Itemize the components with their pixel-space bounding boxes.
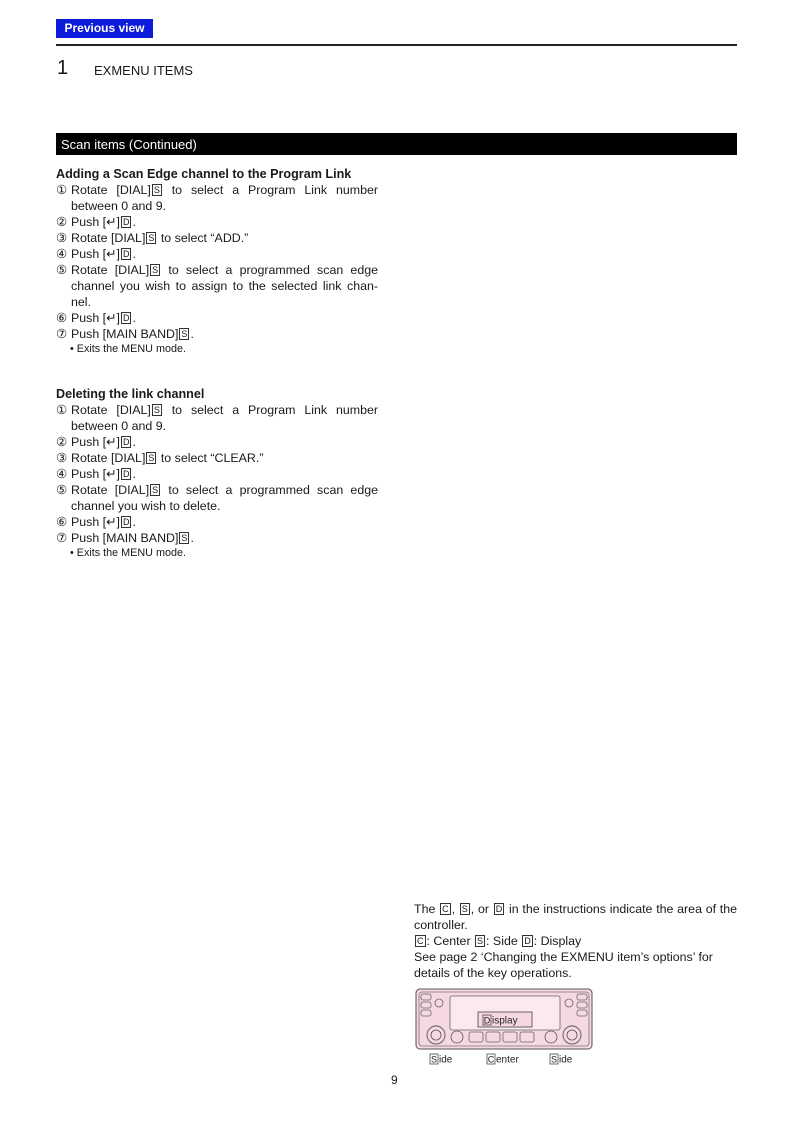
- step-number: ③: [56, 451, 68, 465]
- step-text: Rotate [DIAL] S to select a Program Link number between 0 and 9.: [71, 403, 378, 433]
- side-label-right: ide: [559, 1054, 573, 1066]
- procedure-step: [56, 450, 378, 466]
- step-text: Rotate [DIAL] S to select “ADD.”: [71, 231, 249, 245]
- procedure-note: • Exits the MENU mode.: [70, 343, 186, 355]
- legend-intro: The C , S , or D in the instructions indicate the area of the controller.: [414, 902, 737, 932]
- step-number: ②: [56, 215, 68, 229]
- section-title-bar: Scan items (Continued): [56, 133, 737, 155]
- step-number: ⑤: [56, 483, 68, 497]
- controller-area-key: S: [181, 329, 188, 339]
- controller-area-key: S: [153, 185, 160, 195]
- procedure-step: [56, 326, 378, 342]
- controller-area-key: S: [152, 265, 159, 275]
- side-key-letter: S: [430, 1054, 438, 1065]
- controller-area-key: D: [122, 437, 130, 447]
- controller-area-key: S: [148, 453, 155, 463]
- controller-area-key: S: [152, 485, 159, 495]
- procedure-step: [56, 434, 378, 450]
- step-number: ③: [56, 231, 68, 245]
- procedure-step: [56, 214, 378, 230]
- procedure-step: [56, 246, 378, 262]
- procedure-heading: Deleting the link channel: [56, 387, 205, 401]
- procedure-deleting-link: [56, 386, 378, 560]
- side-key-letter-right: S: [550, 1054, 558, 1065]
- step-number: ⑦: [56, 531, 68, 545]
- procedure-heading: Adding a Scan Edge channel to the Program Link: [56, 167, 352, 181]
- display-key-letter: D: [483, 1015, 491, 1026]
- controller-area-key: D: [122, 517, 130, 527]
- display-label: isplay: [492, 1015, 518, 1027]
- step-text: Push [↵] D .: [71, 435, 136, 449]
- step-text: Push [↵] D .: [71, 515, 136, 529]
- step-number: ⑥: [56, 311, 68, 325]
- legend-see-page: See page 2 ‘Changing the EXMENU item’s options’ for details of the key operations.: [414, 950, 713, 980]
- step-number: ④: [56, 467, 68, 481]
- step-number: ②: [56, 435, 68, 449]
- legend-keys: C : Center S : Side D : Display: [417, 934, 582, 948]
- center-label: enter: [496, 1054, 519, 1066]
- procedure-step: [56, 402, 378, 434]
- step-number: ④: [56, 247, 68, 261]
- procedure-step: [56, 514, 378, 530]
- procedure-step: [56, 262, 378, 310]
- header-divider: [56, 44, 737, 46]
- step-text: Rotate [DIAL] S to select a programmed scan edge channel you wish to assign to the selected link chan-nel.: [71, 263, 378, 309]
- procedure-step: [56, 466, 378, 482]
- controller-area-key: S: [181, 533, 188, 543]
- step-text: Rotate [DIAL] S to select a Program Link number between 0 and 9.: [71, 183, 378, 213]
- step-number: ⑦: [56, 327, 68, 341]
- step-number: ①: [56, 403, 68, 417]
- controller-area-key: S: [148, 233, 155, 243]
- step-number: ⑤: [56, 263, 68, 277]
- center-key-letter: C: [487, 1054, 495, 1065]
- controller-area-key: D: [122, 313, 130, 323]
- step-text: Rotate [DIAL] S to select “CLEAR.”: [71, 451, 264, 465]
- step-text: Rotate [DIAL] S to select a programmed scan edge channel you wish to delete.: [71, 483, 378, 513]
- chapter-number: 1: [57, 57, 69, 79]
- page-number: 9: [391, 1073, 398, 1087]
- procedure-step: [56, 182, 378, 214]
- controller-area-key: D: [122, 469, 130, 479]
- procedure-adding-scan-edge: [56, 166, 378, 356]
- procedure-note: • Exits the MENU mode.: [70, 547, 186, 559]
- step-text: Push [↵] D .: [71, 247, 136, 261]
- controller-area-key: D: [122, 249, 130, 259]
- step-text: Push [MAIN BAND] S .: [71, 531, 194, 545]
- step-text: Push [↵] D .: [71, 467, 136, 481]
- step-text: Push [↵] D .: [71, 215, 136, 229]
- procedure-step: [56, 230, 378, 246]
- step-number: ①: [56, 183, 68, 197]
- chapter-title: EXMENU ITEMS: [94, 63, 193, 78]
- side-label-left: ide: [439, 1054, 453, 1066]
- procedure-step: [56, 482, 378, 514]
- step-text: Push [MAIN BAND] S .: [71, 327, 194, 341]
- controller-illustration: [414, 987, 594, 1067]
- step-number: ⑥: [56, 515, 68, 529]
- procedure-step: [56, 530, 378, 546]
- controller-area-key: S: [153, 405, 160, 415]
- controller-area-key: D: [122, 217, 130, 227]
- procedure-step: [56, 310, 378, 326]
- step-text: Push [↵] D .: [71, 311, 136, 325]
- previous-view-button[interactable]: Previous view: [56, 19, 153, 38]
- controller-area-legend: [414, 901, 737, 981]
